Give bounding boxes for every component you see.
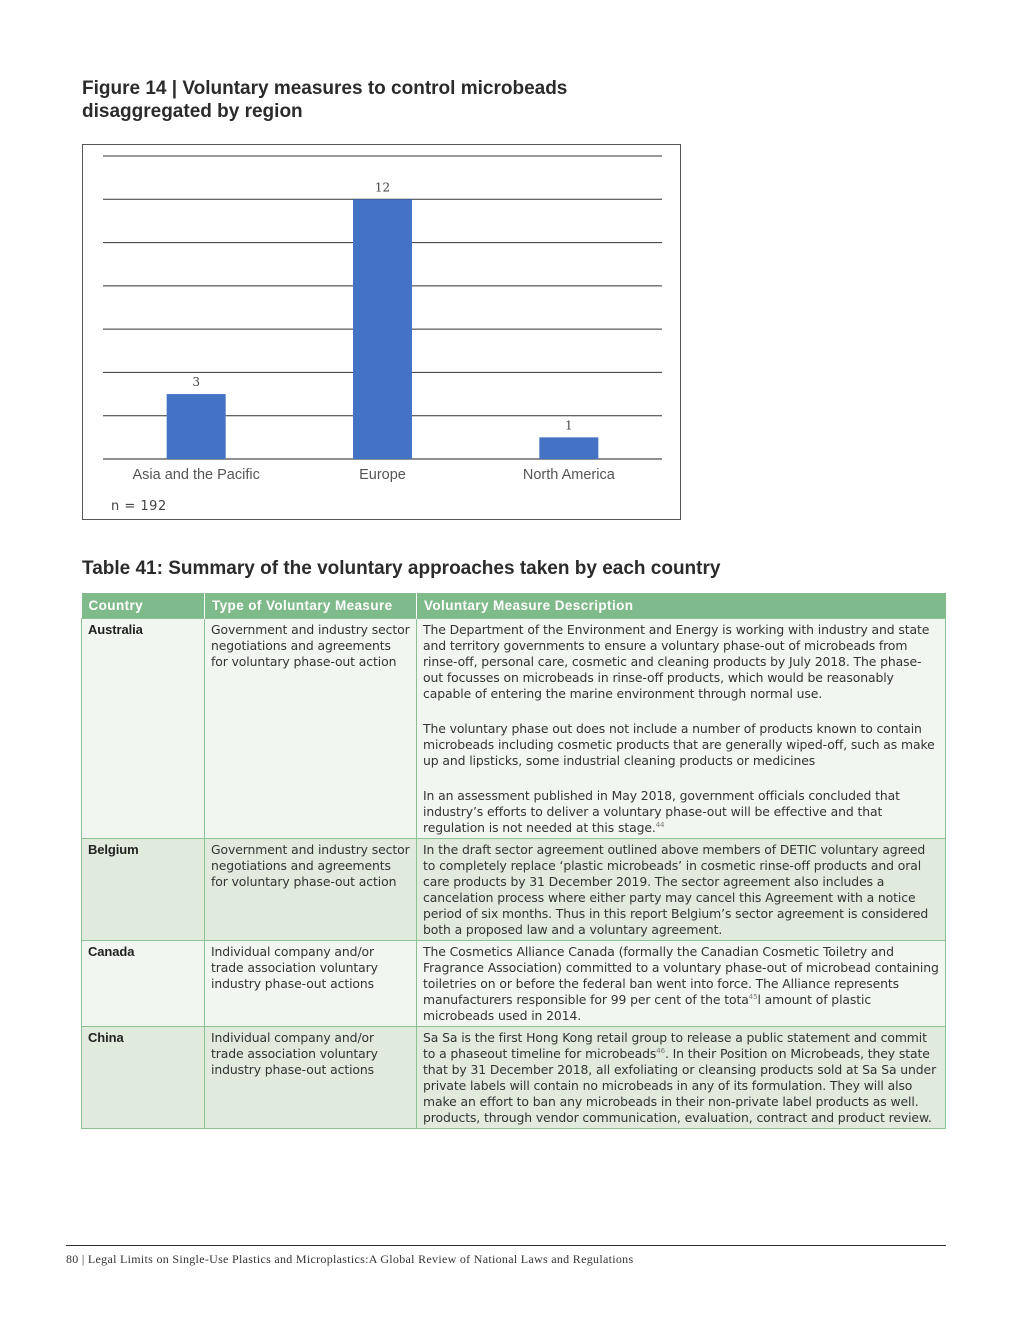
header-type: Type of Voluntary Measure [205, 593, 417, 619]
bar [353, 199, 412, 459]
table-title: Table 41: Summary of the voluntary approaches taken by each country [82, 558, 721, 579]
measure-type-cell: Individual company and/or trade association voluntary industry phase-out actions [205, 941, 417, 1027]
country-cell: Belgium [82, 839, 205, 941]
data-label: 12 [374, 180, 391, 195]
data-label: 3 [192, 375, 200, 390]
measure-type-cell: Government and industry sector negotiations and agreements for voluntary phase-out action [205, 619, 417, 839]
description-paragraph: The Department of the Environment and Energy is working with industry and state and territory governments to ensure a voluntary phase-out of microbeads from rinse-off, personal care, cosmetic and cleaning products by July 2018. The phase-out focusses on microbeads in rinse-off products, which would be reasonably capable of entering the marine environment through normal use. [423, 622, 930, 701]
country-cell: Canada [82, 941, 205, 1027]
description-paragraph: The Cosmetics Alliance Canada (formally the Canadian Cosmetic Toiletry and Fragrance Association) committed to a voluntary phase-out of microbead containing toiletries on or before the federal ban went into force. The Alliance represents manufacturers responsible for 99 per cent of the tota$^{45}$l amount of plastic microbeads used in 2014. [423, 944, 939, 1023]
bar-chart [82, 144, 681, 520]
bar [539, 437, 598, 459]
table-header-row [82, 593, 946, 619]
country-cell: China [82, 1027, 205, 1129]
page-footer: 80 | Legal Limits on Single-Use Plastics and Microplastics:A Global Review of National Laws and Regulations [66, 1252, 634, 1266]
description-paragraph: Sa Sa is the first Hong Kong retail group to release a public statement and commit to a phaseout timeline for microbeads$^{46}$. In their Position on Microbeads, they state that by 31 December 2018, all exfoliating or cleansing products sold at Sa Sa under private labels will contain no microbeads in any of its formulation. They will also make an effort to ban any microbeads in their non-private label products as well. products, through vendor communication, evaluation, contract and product review. [423, 1030, 937, 1125]
description-cell [417, 619, 946, 839]
chart-svg [83, 145, 682, 521]
footer-divider [66, 1245, 946, 1246]
table-row [82, 839, 946, 941]
measure-type-cell: Individual company and/or trade association voluntary industry phase-out actions [205, 1027, 417, 1129]
sample-size-note: n = 192 [111, 499, 167, 514]
table-row [82, 1027, 946, 1129]
category-label: North America [522, 467, 615, 483]
header-description: Voluntary Measure Description [417, 593, 946, 619]
bar [167, 394, 226, 459]
description-paragraph: The voluntary phase out does not include a number of products known to contain microbeads including cosmetic products that are generally wiped-off, such as make up and lipsticks, some industrial cleaning products or medicines [423, 721, 935, 768]
category-label: Europe [359, 467, 406, 483]
footnote-ref: 46 [656, 1046, 665, 1055]
figure-title: Figure 14 | Voluntary measures to control microbeads disaggregated by region [82, 78, 568, 122]
header-country: Country [82, 593, 205, 619]
table-row [82, 941, 946, 1027]
measure-type-cell: Government and industry sector negotiations and agreements for voluntary phase-out action [205, 839, 417, 941]
description-cell [417, 941, 946, 1027]
description-paragraph: In the draft sector agreement outlined above members of DETIC voluntary agreed to completely replace ‘plastic microbeads’ in cosmetic rinse-off products and oral care products by 31 December 2019. The sector agreement also includes a cancelation process where either party may cancel this Agreement with a notice period of six months. Thus in this report Belgium’s sector agreement is considered both a proposed law and a voluntary agreement. [423, 842, 929, 937]
data-label: 1 [565, 418, 573, 433]
country-cell: Australia [82, 619, 205, 839]
table-row [82, 619, 946, 839]
footnote-ref: 44 [655, 820, 665, 829]
summary-table [81, 593, 946, 1129]
description-paragraph: In an assessment published in May 2018, government officials concluded that industry’s efforts to deliver a voluntary phase-out will be effective and that regulation is not needed at this stage.$^{44}$ [423, 788, 900, 835]
footnote-ref: 45 [748, 992, 758, 1001]
description-cell [417, 1027, 946, 1129]
category-label: Asia and the Pacific [132, 467, 260, 483]
description-cell [417, 839, 946, 941]
